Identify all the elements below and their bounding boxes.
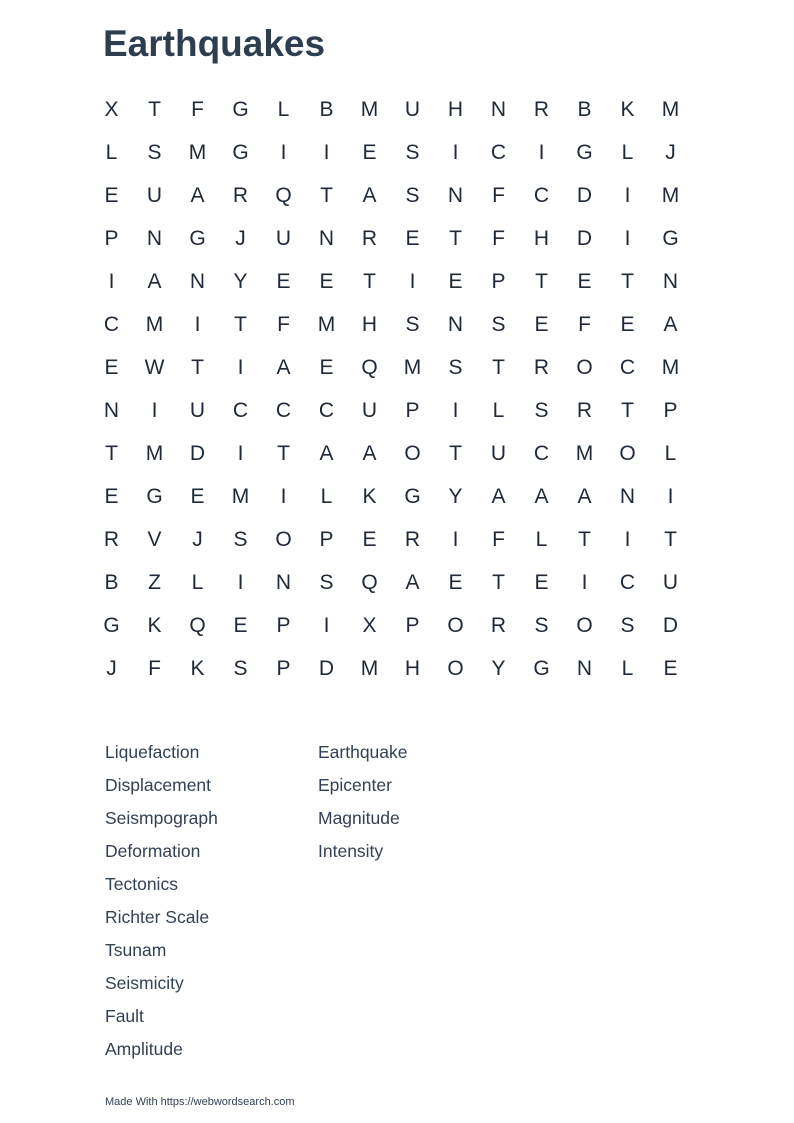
grid-letter: M [145, 312, 164, 336]
grid-letter: M [231, 484, 250, 508]
grid-letter: P [491, 269, 506, 293]
grid-letter: U [361, 398, 378, 422]
grid-letter: O [404, 441, 421, 465]
grid-letter: E [534, 312, 549, 336]
grid-letter: O [447, 656, 464, 680]
word-list-item: Epicenter [318, 775, 392, 795]
grid-letter: O [275, 527, 292, 551]
grid-letter: F [191, 97, 204, 121]
grid-letter: T [664, 527, 677, 551]
grid-letter: A [577, 484, 592, 508]
word-list-item: Seismicity [105, 973, 184, 993]
grid-letter: K [620, 97, 635, 121]
grid-letter: T [449, 226, 462, 250]
grid-letter: P [104, 226, 119, 250]
grid-letter: U [189, 398, 206, 422]
grid-letter: M [360, 97, 379, 121]
grid-letter: C [318, 398, 335, 422]
grid-letter: U [275, 226, 292, 250]
grid-letter: D [576, 183, 593, 207]
grid-letter: N [447, 183, 464, 207]
grid-letter: E [448, 570, 463, 594]
grid-letter: G [662, 226, 679, 250]
grid-letter: M [188, 140, 207, 164]
grid-letter: W [144, 355, 165, 379]
grid-letter: M [661, 355, 680, 379]
grid-letter: G [576, 140, 593, 164]
grid-letter: I [452, 398, 459, 422]
grid-letter: R [103, 527, 120, 551]
grid-letter: T [320, 183, 333, 207]
grid-letter: P [319, 527, 334, 551]
grid-letter: F [492, 527, 505, 551]
grid-letter: I [237, 355, 244, 379]
grid-letter: E [362, 140, 377, 164]
grid-letter: I [409, 269, 416, 293]
grid-letter: M [317, 312, 336, 336]
word-list-item: Amplitude [105, 1039, 183, 1059]
grid-letter: G [103, 613, 120, 637]
grid-letter: E [104, 484, 119, 508]
footer-credit: Made With https://webwordsearch.com [105, 1096, 295, 1108]
grid-letter: S [534, 398, 549, 422]
grid-letter: Y [233, 269, 248, 293]
grid-letter: B [577, 97, 592, 121]
grid-letter: O [619, 441, 636, 465]
grid-letter: C [490, 140, 507, 164]
grid-letter: H [533, 226, 550, 250]
grid-letter: L [277, 97, 290, 121]
word-list [105, 736, 531, 1066]
grid-letter: I [108, 269, 115, 293]
grid-letter: E [104, 183, 119, 207]
grid-letter: L [621, 140, 634, 164]
grid-letter: T [105, 441, 118, 465]
grid-letter: G [232, 97, 249, 121]
grid-letter: N [275, 570, 292, 594]
word-column [318, 736, 531, 1066]
grid-letter: Q [361, 570, 378, 594]
grid-letter: N [662, 269, 679, 293]
grid-letter: X [104, 97, 119, 121]
grid-letter: S [620, 613, 635, 637]
grid-letter: D [662, 613, 679, 637]
grid-letter: H [404, 656, 421, 680]
grid-letter: N [318, 226, 335, 250]
grid-letter: E [448, 269, 463, 293]
word-list-item: Liquefaction [105, 742, 200, 762]
grid-letter: C [275, 398, 292, 422]
grid-letter: T [191, 355, 204, 379]
grid-letter: I [624, 183, 631, 207]
grid-letter: N [490, 97, 507, 121]
grid-letter: E [276, 269, 291, 293]
grid-letter: P [276, 656, 291, 680]
grid-letter: R [490, 613, 507, 637]
grid-letter: P [276, 613, 291, 637]
grid-letter: A [147, 269, 162, 293]
word-list-item: Intensity [318, 841, 384, 861]
word-list-item: Tsunam [105, 940, 167, 960]
grid-letter: M [575, 441, 594, 465]
grid-letter: I [237, 441, 244, 465]
grid-letter: H [447, 97, 464, 121]
grid-letter: L [191, 570, 204, 594]
grid-letter: L [621, 656, 634, 680]
grid-letter: M [403, 355, 422, 379]
grid-letter: N [576, 656, 593, 680]
grid-letter: R [404, 527, 421, 551]
grid-letter: U [662, 570, 679, 594]
grid-letter: J [665, 140, 676, 164]
grid-letter: O [576, 613, 593, 637]
grid-letter: R [533, 355, 550, 379]
grid-letter: T [621, 398, 634, 422]
grid-letter: H [361, 312, 378, 336]
grid-letter: I [323, 140, 330, 164]
grid-letter: M [661, 97, 680, 121]
grid-letter: B [104, 570, 119, 594]
grid-letter: A [362, 441, 377, 465]
grid-letter: S [233, 527, 248, 551]
grid-letter: E [577, 269, 592, 293]
grid-letter: X [362, 613, 377, 637]
grid-letter: J [192, 527, 203, 551]
word-list-item: Displacement [105, 775, 212, 795]
grid-letter: S [448, 355, 463, 379]
grid-letter: I [581, 570, 588, 594]
grid-letter: N [146, 226, 163, 250]
word-list-item: Seismpograph [105, 808, 218, 828]
grid-letter: K [147, 613, 162, 637]
grid-letter: L [105, 140, 118, 164]
grid-letter: E [663, 656, 678, 680]
grid-letter: N [447, 312, 464, 336]
grid-letter: F [578, 312, 591, 336]
grid-letter: P [405, 613, 420, 637]
grid-letter: M [145, 441, 164, 465]
grid-letter: T [148, 97, 161, 121]
grid-letter: J [235, 226, 246, 250]
grid-letter: E [620, 312, 635, 336]
grid-letter: P [663, 398, 678, 422]
grid-letter: T [492, 355, 505, 379]
grid-letter: S [491, 312, 506, 336]
grid-letter: N [619, 484, 636, 508]
grid-letter: A [276, 355, 291, 379]
grid-letter: D [576, 226, 593, 250]
grid-letter: L [320, 484, 333, 508]
grid-letter: I [151, 398, 158, 422]
grid-letter: N [103, 398, 120, 422]
word-list-item: Fault [105, 1006, 144, 1026]
grid-letter: T [492, 570, 505, 594]
grid-letter: C [103, 312, 120, 336]
grid-letter: Y [448, 484, 463, 508]
grid-letter: R [232, 183, 249, 207]
word-list-item: Magnitude [318, 808, 400, 828]
word-list-item: Deformation [105, 841, 201, 861]
grid-letter: N [189, 269, 206, 293]
grid-letter: E [104, 355, 119, 379]
grid-letter: A [319, 441, 334, 465]
grid-letter: M [661, 183, 680, 207]
grid-letter: Q [361, 355, 378, 379]
grid-letter: E [534, 570, 549, 594]
grid-letter: G [533, 656, 550, 680]
word-column [105, 736, 318, 1066]
grid-letter: F [492, 183, 505, 207]
grid-letter: G [404, 484, 421, 508]
grid-letter: I [194, 312, 201, 336]
grid-letter: S [147, 140, 162, 164]
grid-letter: T [621, 269, 634, 293]
grid-letter: O [447, 613, 464, 637]
grid-letter: S [405, 183, 420, 207]
grid-letter: E [405, 226, 420, 250]
grid-letter: T [578, 527, 591, 551]
grid-letter: J [106, 656, 117, 680]
grid-letter: S [405, 140, 420, 164]
grid-letter: S [405, 312, 420, 336]
grid-letter: T [449, 441, 462, 465]
grid-letter: G [189, 226, 206, 250]
word-list-item: Richter Scale [105, 907, 210, 927]
grid-letter: E [233, 613, 248, 637]
grid-letter: B [319, 97, 334, 121]
grid-letter: T [535, 269, 548, 293]
grid-letter: I [323, 613, 330, 637]
grid-letter: I [452, 140, 459, 164]
grid-letter: E [319, 269, 334, 293]
grid-letter: I [452, 527, 459, 551]
grid-letter: F [148, 656, 161, 680]
grid-letter: A [190, 183, 205, 207]
page-title: Earthquakes [103, 23, 326, 64]
grid-letter: A [362, 183, 377, 207]
grid-letter: L [535, 527, 548, 551]
grid-letter: K [362, 484, 377, 508]
grid-letter: R [361, 226, 378, 250]
grid-letter: O [576, 355, 593, 379]
grid-letter: R [533, 97, 550, 121]
grid-letter: I [280, 484, 287, 508]
grid-letter: S [534, 613, 549, 637]
grid-letter: E [190, 484, 205, 508]
grid-letter: U [146, 183, 163, 207]
grid-letter: R [576, 398, 593, 422]
grid-letter: D [189, 441, 206, 465]
grid-letter: T [277, 441, 290, 465]
grid-letter: D [318, 656, 335, 680]
grid-letter: I [624, 226, 631, 250]
grid-letter: C [533, 183, 550, 207]
grid-letter: E [362, 527, 377, 551]
grid-letter: S [233, 656, 248, 680]
grid-letter: E [319, 355, 334, 379]
grid-letter: A [534, 484, 549, 508]
grid-letter: C [619, 570, 636, 594]
grid-letter: I [237, 570, 244, 594]
grid-letter: S [319, 570, 334, 594]
grid-letter: C [232, 398, 249, 422]
grid-letter: Q [275, 183, 292, 207]
word-list-item: Tectonics [105, 874, 178, 894]
grid-letter: Z [148, 570, 161, 594]
grid-letter: A [491, 484, 506, 508]
grid-letter: U [404, 97, 421, 121]
grid-letter: L [492, 398, 505, 422]
grid-letter: K [190, 656, 205, 680]
grid-letter: L [664, 441, 677, 465]
grid-letter: A [663, 312, 678, 336]
grid-letter: G [146, 484, 163, 508]
grid-letter: I [624, 527, 631, 551]
letter-grid [90, 88, 692, 690]
grid-letter: G [232, 140, 249, 164]
grid-letter: Q [189, 613, 206, 637]
grid-letter: A [405, 570, 420, 594]
grid-letter: M [360, 656, 379, 680]
grid-letter: U [490, 441, 507, 465]
grid-letter: C [619, 355, 636, 379]
grid-letter: F [277, 312, 290, 336]
grid-letter: I [538, 140, 545, 164]
grid-letter: P [405, 398, 420, 422]
word-list-item: Earthquake [318, 742, 408, 762]
grid-letter: I [667, 484, 674, 508]
grid-letter: Y [491, 656, 506, 680]
grid-letter: I [280, 140, 287, 164]
grid-letter: V [147, 527, 162, 551]
grid-letter: T [363, 269, 376, 293]
grid-letter: C [533, 441, 550, 465]
grid-letter: F [492, 226, 505, 250]
grid-letter: T [234, 312, 247, 336]
